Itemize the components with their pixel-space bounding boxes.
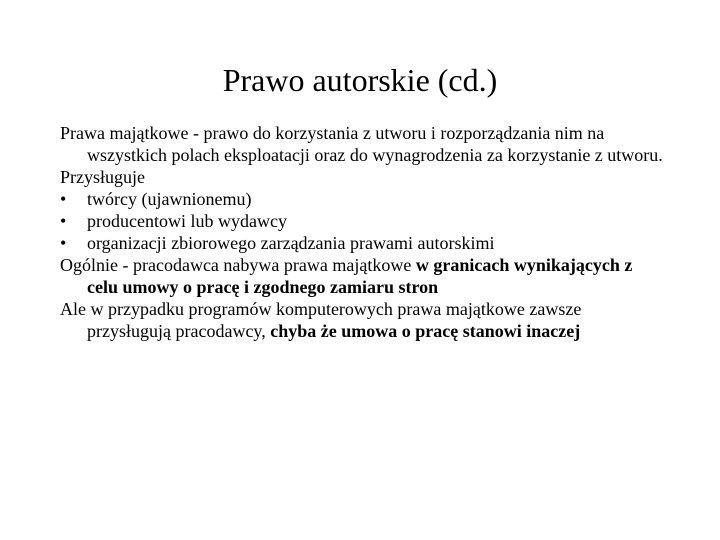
list-item [60,188,665,210]
bullet-text-organization: organizacji zbiorowego zarządzania prawami autorskimi [87,233,495,253]
slide-body [60,122,665,342]
bullet-text-author: twórcy (ujawnionemu) [87,189,252,209]
list-item [60,210,665,232]
paragraph-software [60,298,665,342]
employer-text: Ogólnie - pracodawca nabywa prawa majątkowe [60,255,416,275]
bullet-icon: • [60,211,67,231]
bullet-icon: • [60,233,67,253]
paragraph-property-rights: Prawa majątkowe - prawo do korzystania z utworu i rozporządzania nim na wszystkich polach eksploatacji oraz do wynagrodzenia za korzystanie z utworu. [60,123,663,165]
paragraph-entitled: Przysługuje [60,167,145,187]
list-item [60,232,665,254]
employer-bold-text: w granicach wynikających z celu umowy o pracę i zgodnego zamiaru stron [87,255,633,297]
paragraph-employer [60,254,665,298]
bullet-icon: • [60,189,67,209]
software-bold-text: chyba że umowa o pracę stanowi inaczej [270,321,581,341]
bullet-text-producer: producentowi lub wydawcy [87,211,287,231]
slide-title: Prawo autorskie (cd.) [222,62,498,98]
software-text: Ale w przypadku programów komputerowych prawa majątkowe zawsze przysługują pracodawcy, [60,299,582,341]
